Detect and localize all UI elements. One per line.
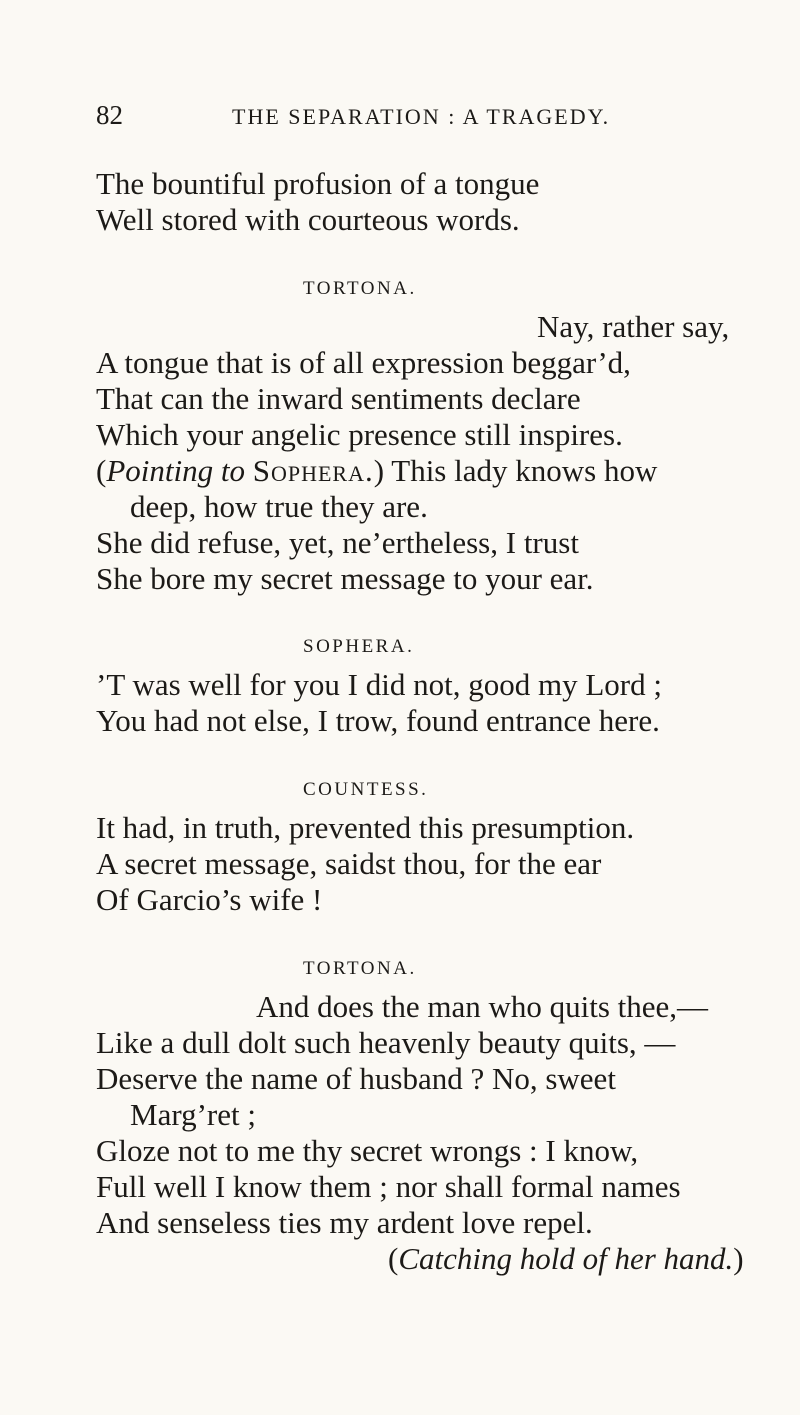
verse-line: You had not else, I trow, found entrance here. bbox=[96, 703, 660, 738]
verse-line: Of Garcio’s wife ! bbox=[96, 882, 323, 917]
verse-line: Marg’ret ; bbox=[130, 1097, 256, 1132]
stage-direction-line bbox=[388, 1241, 744, 1277]
speaker-name: COUNTESS. bbox=[303, 779, 429, 800]
speaker-name: TORTONA. bbox=[303, 278, 417, 299]
verse-line: It had, in truth, prevented this presumption. bbox=[96, 810, 635, 845]
verse-line: Gloze not to me thy secret wrongs : I know, bbox=[96, 1133, 639, 1168]
verse-line: Deserve the name of husband ? No, sweet bbox=[96, 1061, 616, 1096]
paren: ( bbox=[388, 1241, 399, 1276]
speaker-name: SOPHERA. bbox=[303, 636, 415, 657]
speaker-name: TORTONA. bbox=[303, 958, 417, 979]
verse-line: A secret message, saidst thou, for the ear bbox=[96, 846, 602, 881]
verse-line: Which your angelic presence still inspires. bbox=[96, 417, 623, 452]
running-title: THE SEPARATION : A TRAGEDY. bbox=[232, 104, 611, 129]
verse-line: Well stored with courteous words. bbox=[96, 202, 520, 237]
verse-line: Full well I know them ; nor shall formal names bbox=[96, 1169, 681, 1204]
verse-line: That can the inward sentiments declare bbox=[96, 381, 581, 416]
paren: ( bbox=[96, 453, 107, 488]
verse-line: ’T was well for you I did not, good my Lord ; bbox=[96, 667, 662, 702]
verse-line: Nay, rather say, bbox=[537, 309, 730, 344]
stage-direction: Pointing to bbox=[106, 453, 245, 488]
verse-line: She did refuse, yet, ne’ertheless, I trust bbox=[96, 525, 579, 560]
character-name: Sophera. bbox=[252, 453, 374, 488]
verse-line: And senseless ties my ardent love repel. bbox=[96, 1205, 593, 1240]
verse-line: The bountiful profusion of a tongue bbox=[96, 166, 540, 201]
page-header bbox=[96, 100, 746, 140]
verse-line: She bore my secret message to your ear. bbox=[96, 561, 594, 596]
stage-direction: Catching hold of her hand. bbox=[398, 1241, 734, 1276]
verse-line-with-stage-direction bbox=[96, 453, 657, 489]
verse-text: This lady knows how bbox=[384, 453, 658, 488]
verse-line: Like a dull dolt such heavenly beauty quits, — bbox=[96, 1025, 676, 1060]
paren: ) bbox=[373, 453, 385, 488]
verse-line: A tongue that is of all expression beggar’d, bbox=[96, 345, 631, 380]
paren: ) bbox=[733, 1241, 744, 1276]
verse-line: deep, how true they are. bbox=[130, 489, 428, 524]
page-number: 82 bbox=[96, 100, 123, 130]
verse-line: And does the man who quits thee,— bbox=[256, 989, 709, 1024]
